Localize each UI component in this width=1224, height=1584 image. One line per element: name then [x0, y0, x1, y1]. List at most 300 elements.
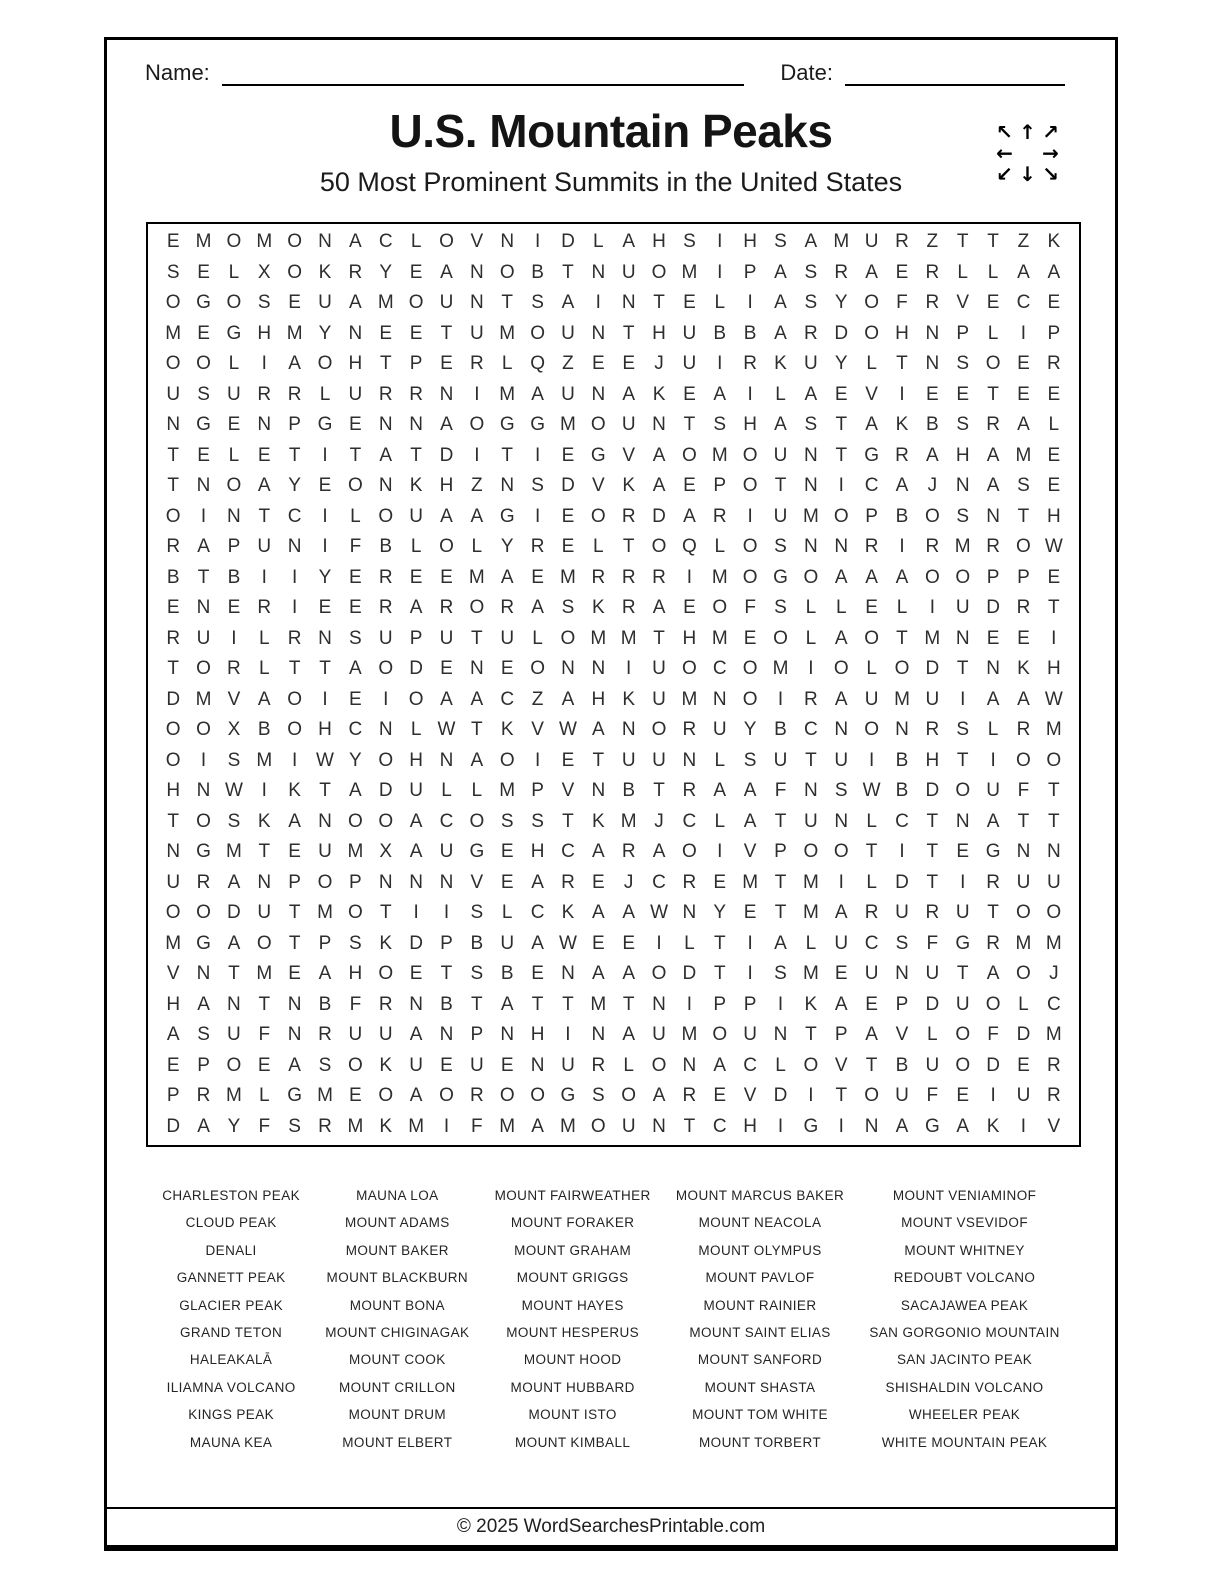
grid-letter-cell: I [747, 932, 753, 954]
grid-letter-cell: A [652, 841, 666, 863]
grid-letter-cell: A [804, 231, 818, 253]
grid-letter-cell: E [257, 444, 271, 466]
grid-letter-cell: E [1017, 353, 1030, 375]
grid-letter-cell: R [1016, 719, 1031, 741]
grid-letter-cell: U [561, 1054, 575, 1076]
grid-letter-cell: N [287, 1024, 302, 1046]
grid-letter-cell: B [379, 536, 393, 558]
grid-letter-cell: M [195, 231, 212, 253]
grid-letter-cell: U [621, 414, 636, 436]
grid-letter-cell: A [470, 688, 484, 710]
grid-letter-cell: N [318, 627, 332, 649]
grid-letter-cell: N [834, 536, 849, 558]
grid-letter-cell: I [200, 749, 207, 771]
grid-letter-cell: R [986, 932, 1000, 954]
grid-letter-cell: I [443, 1115, 450, 1137]
grid-letter-cell: R [925, 292, 940, 314]
grid-letter-cell: U [378, 627, 393, 649]
grid-letter-cell: R [682, 871, 697, 893]
grid-letter-cell: U [348, 1024, 363, 1046]
grid-letter-cell: C [712, 1115, 727, 1137]
grid-letter-cell: M [195, 688, 212, 710]
grid-letter-cell: T [926, 810, 939, 832]
word-list-item: MOUNT DRUM [348, 1407, 447, 1423]
grid-letter-cell: S [956, 353, 970, 375]
grid-letter-cell: K [591, 597, 605, 619]
grid-letter-cell: O [165, 505, 181, 527]
grid-letter-cell: H [1046, 505, 1061, 527]
grid-letter-cell: O [985, 353, 1001, 375]
grid-letter-cell: E [349, 414, 362, 436]
grid-letter-cell: Y [743, 719, 757, 741]
grid-letter-cell: B [895, 505, 909, 527]
grid-letter-cell: V [895, 1024, 909, 1046]
grid-letter-cell: Y [318, 566, 332, 588]
grid-letter-cell: L [319, 383, 331, 405]
grid-letter-cell: G [196, 932, 211, 954]
direction-arrow-glyph: ↗ [1042, 120, 1059, 144]
grid-letter-cell: V [470, 231, 484, 253]
grid-letter-cell: M [742, 871, 759, 893]
word-list-item: GRAND TETON [180, 1324, 283, 1340]
word-list-item: GANNETT PEAK [176, 1270, 286, 1286]
grid-letter-cell: T [1048, 597, 1060, 619]
grid-letter-cell: N [530, 1054, 545, 1076]
grid-letter-cell: T [410, 444, 422, 466]
grid-letter-cell: R [804, 688, 818, 710]
grid-letter-cell: M [681, 1024, 698, 1046]
grid-letter-cell: T [713, 932, 726, 954]
grid-letter-cell: H [743, 1115, 757, 1137]
grid-letter-cell: N [378, 719, 393, 741]
grid-letter-cell: O [347, 1054, 363, 1076]
word-list-column [495, 1182, 651, 1456]
grid-letter-cell: I [777, 688, 784, 710]
grid-letter-cell: A [257, 475, 271, 497]
grid-letter-cell: B [227, 566, 241, 588]
grid-letter-cell: A [774, 932, 787, 954]
word-list-item: MAUNA KEA [189, 1434, 273, 1450]
grid-letter-cell: L [228, 261, 240, 283]
grid-letter-cell: D [986, 597, 1000, 619]
grid-letter-cell: M [256, 749, 273, 771]
grid-letter-cell: M [924, 627, 941, 649]
word-list-item: SHISHALDIN VOLCANO [885, 1379, 1044, 1395]
grid-letter-cell: E [166, 597, 180, 619]
word-list-item: KINGS PEAK [188, 1407, 274, 1423]
grid-letter-cell: P [288, 871, 301, 893]
direction-arrow-glyph: ↘ [1042, 162, 1059, 186]
grid-letter-cell: I [686, 566, 693, 588]
grid-letter-cell: E [956, 383, 970, 405]
grid-letter-cell: N [561, 658, 575, 680]
grid-letter-cell: B [926, 414, 939, 436]
grid-letter-cell: K [652, 383, 666, 405]
grid-letter-cell: S [531, 292, 544, 314]
grid-letter-cell: D [925, 993, 940, 1015]
word-list-column [162, 1182, 300, 1456]
word-list-item: MOUNT BAKER [345, 1242, 449, 1258]
page-title: U.S. Mountain Peaks [389, 105, 833, 157]
grid-letter-cell: C [561, 841, 575, 863]
grid-letter-cell: P [470, 1024, 484, 1046]
grid-letter-cell: G [196, 414, 211, 436]
word-list-item: MOUNT CHIGINAGAK [325, 1324, 470, 1340]
grid-letter-cell: A [227, 932, 241, 954]
grid-letter-cell: M [347, 1115, 364, 1137]
grid-letter-cell: I [838, 475, 844, 497]
grid-letter-cell: N [895, 963, 909, 985]
grid-letter-cell: I [717, 261, 723, 283]
grid-letter-cell: N [196, 475, 211, 497]
grid-letter-cell: P [986, 566, 1000, 588]
grid-letter-cell: N [652, 1115, 666, 1137]
grid-letter-cell: T [774, 902, 787, 924]
grid-letter-cell: E [561, 536, 575, 558]
grid-letter-cell: R [530, 536, 545, 558]
grid-letter-cell: T [197, 566, 210, 588]
grid-letter-cell: M [802, 902, 819, 924]
grid-letter-cell: S [349, 627, 362, 649]
grid-letter-cell: A [197, 536, 210, 558]
grid-letter-cell: S [561, 597, 575, 619]
grid-letter-cell: A [440, 688, 453, 710]
grid-letter-cell: K [409, 475, 423, 497]
name-label: Name: [145, 60, 210, 85]
grid-letter-cell: Y [713, 902, 727, 924]
grid-letter-cell: A [652, 444, 666, 466]
grid-letter-cell: U [925, 963, 940, 985]
grid-letter-cell: A [1017, 688, 1030, 710]
grid-letter-cell: G [924, 1115, 940, 1137]
grid-letter-cell: I [565, 1024, 571, 1046]
grid-letter-cell: O [955, 566, 971, 588]
grid-letter-cell: O [347, 810, 363, 832]
grid-letter-cell: T [319, 780, 331, 802]
grid-letter-cell: R [834, 261, 849, 283]
grid-letter-cell: C [743, 1054, 757, 1076]
grid-letter-cell: O [439, 1085, 454, 1107]
grid-letter-cell: M [499, 322, 516, 344]
grid-letter-cell: W [316, 749, 334, 771]
grid-letter-cell: O [499, 749, 515, 771]
grid-letter-cell: L [441, 780, 452, 802]
name-input-line[interactable] [222, 58, 745, 86]
grid-letter-cell: R [196, 871, 211, 893]
grid-letter-cell: H [743, 231, 757, 253]
grid-letter-cell: O [317, 353, 333, 375]
grid-letter-cell: G [469, 841, 485, 863]
grid-letter-cell: N [804, 475, 818, 497]
grid-letter-cell: C [530, 902, 545, 924]
grid-letter-cell: P [865, 505, 878, 527]
grid-letter-cell: S [166, 261, 180, 283]
grid-letter-cell: T [471, 993, 483, 1015]
grid-letter-cell: R [378, 597, 393, 619]
grid-letter-cell: L [775, 1054, 786, 1076]
grid-letter-cell: G [196, 292, 211, 314]
grid-letter-cell: T [956, 963, 969, 985]
grid-letter-cell: E [895, 261, 909, 283]
grid-letter-cell: O [590, 505, 606, 527]
grid-letter-cell: M [711, 566, 728, 588]
grid-letter-cell: G [317, 414, 333, 436]
grid-letter-cell: E [166, 1054, 180, 1076]
grid-letter-cell: E [349, 597, 362, 619]
grid-letter-cell: N [955, 627, 970, 649]
grid-letter-cell: A [986, 475, 1000, 497]
grid-letter-cell: O [196, 810, 211, 832]
grid-letter-cell: K [288, 780, 301, 802]
grid-letter-cell: I [292, 749, 298, 771]
grid-letter-cell: U [409, 505, 423, 527]
grid-letter-cell: A [591, 902, 605, 924]
grid-letter-cell: O [803, 841, 819, 863]
grid-letter-cell: O [165, 353, 181, 375]
grid-letter-cell: M [347, 841, 364, 863]
grid-letter-cell: O [196, 719, 211, 741]
date-input-line[interactable] [845, 58, 1065, 86]
grid-letter-cell: I [261, 780, 267, 802]
word-list-item: MOUNT TOM WHITE [692, 1407, 828, 1423]
grid-letter-cell: M [256, 231, 273, 253]
grid-letter-cell: T [319, 658, 331, 680]
grid-letter-cell: O [165, 749, 181, 771]
grid-letter-cell: I [534, 505, 541, 527]
word-list-item: MOUNT NEACOLA [698, 1215, 822, 1231]
all-directions-arrows-icon [993, 122, 1062, 185]
grid-letter-cell: X [257, 261, 271, 283]
word-list-item: MOUNT CRILLON [338, 1379, 456, 1395]
grid-letter-cell: L [501, 353, 513, 375]
grid-letter-cell: O [803, 1054, 819, 1076]
grid-letter-cell: T [258, 841, 271, 863]
grid-letter-cell: F [349, 993, 362, 1015]
grid-letter-cell: G [803, 1115, 819, 1137]
grid-letter-cell: U [864, 688, 879, 710]
grid-letter-cell: M [590, 627, 607, 649]
grid-letter-cell: I [1051, 627, 1057, 649]
word-list [137, 1182, 1085, 1456]
name-date-row [145, 58, 1065, 86]
copyright-text: © 2025 WordSearchesPrintable.com [456, 1516, 766, 1537]
grid-letter-cell: N [439, 383, 454, 405]
grid-letter-cell: C [287, 505, 302, 527]
grid-letter-cell: R [227, 658, 241, 680]
grid-letter-cell: V [743, 841, 757, 863]
letter-grid [146, 222, 1081, 1147]
grid-letter-cell: A [531, 597, 544, 619]
grid-letter-cell: T [865, 841, 878, 863]
word-list-column [676, 1182, 844, 1456]
grid-letter-cell: A [318, 963, 332, 985]
grid-letter-cell: N [712, 688, 727, 710]
grid-letter-cell: A [531, 383, 544, 405]
grid-letter-cell: T [288, 902, 301, 924]
grid-letter-cell: N [652, 993, 666, 1015]
grid-letter-cell: P [743, 993, 757, 1015]
grid-letter-cell: Q [530, 353, 545, 375]
grid-letter-cell: Z [531, 688, 544, 710]
grid-letter-cell: E [986, 627, 1000, 649]
grid-letter-cell: A [440, 505, 453, 527]
grid-letter-cell: M [711, 627, 728, 649]
word-list-item: MOUNT KIMBALL [515, 1434, 631, 1450]
grid-letter-cell: D [561, 231, 575, 253]
grid-letter-cell: O [742, 658, 758, 680]
grid-letter-cell: F [744, 597, 756, 619]
grid-letter-cell: R [469, 1085, 484, 1107]
grid-letter-cell: B [622, 780, 636, 802]
grid-letter-cell: T [683, 1115, 696, 1137]
grid-letter-cell: U [196, 627, 211, 649]
grid-letter-cell: O [651, 719, 667, 741]
grid-letter-cell: O [985, 993, 1001, 1015]
grid-letter-cell: E [1047, 444, 1061, 466]
grid-letter-cell: Z [471, 475, 483, 497]
grid-letter-cell: R [682, 1085, 697, 1107]
grid-letter-cell: D [1016, 1024, 1031, 1046]
grid-letter-cell: O [408, 292, 424, 314]
grid-letter-cell: E [591, 353, 605, 375]
grid-letter-cell: F [349, 536, 362, 558]
grid-letter-cell: P [349, 871, 362, 893]
grid-letter-cell: E [197, 261, 210, 283]
grid-letter-cell: T [228, 963, 240, 985]
grid-letter-cell: D [409, 658, 423, 680]
grid-letter-cell: G [955, 932, 971, 954]
grid-letter-cell: A [531, 1115, 544, 1137]
grid-letter-cell: T [774, 475, 787, 497]
grid-letter-cell: O [196, 353, 211, 375]
grid-letter-cell: U [955, 597, 970, 619]
grid-letter-cell: M [317, 902, 333, 924]
grid-letter-cell: M [499, 1115, 516, 1137]
grid-letter-cell: A [409, 841, 423, 863]
grid-letter-cell: N [469, 658, 484, 680]
grid-letter-cell: E [713, 871, 727, 893]
grid-letter-cell: H [925, 749, 940, 771]
grid-letter-cell: Y [349, 749, 362, 771]
grid-letter-cell: A [774, 261, 787, 283]
grid-letter-cell: P [1017, 566, 1030, 588]
grid-letter-cell: L [471, 536, 483, 558]
grid-letter-cell: N [166, 414, 181, 436]
word-list-item: MOUNT MARCUS BAKER [675, 1188, 845, 1203]
grid-letter-cell: R [925, 719, 940, 741]
grid-letter-cell: N [378, 475, 393, 497]
grid-letter-cell: H [166, 780, 181, 802]
grid-letter-cell: N [591, 780, 606, 802]
grid-letter-cell: O [864, 719, 879, 741]
grid-letter-cell: A [804, 383, 818, 405]
grid-letter-cell: S [834, 780, 848, 802]
grid-letter-cell: S [227, 749, 241, 771]
grid-letter-cell: F [471, 1115, 483, 1137]
grid-letter-cell: R [895, 231, 909, 253]
grid-letter-cell: E [683, 383, 696, 405]
grid-letter-cell: E [349, 1085, 362, 1107]
grid-letter-cell: O [682, 444, 697, 466]
grid-letter-cell: T [562, 810, 574, 832]
grid-letter-cell: R [500, 597, 515, 619]
grid-letter-cell: X [379, 841, 393, 863]
grid-letter-cell: I [322, 444, 328, 466]
direction-arrow-glyph: ↖ [996, 120, 1013, 144]
grid-letter-cell: M [165, 932, 182, 954]
grid-letter-cell: I [899, 841, 905, 863]
grid-letter-cell: P [318, 932, 332, 954]
grid-letter-cell: E [349, 566, 362, 588]
grid-letter-cell: K [895, 414, 909, 436]
grid-letter-cell: N [196, 963, 211, 985]
grid-letter-cell: T [622, 993, 635, 1015]
grid-letter-cell: M [1045, 932, 1062, 954]
grid-letter-cell: F [896, 292, 908, 314]
grid-letter-cell: E [1017, 627, 1030, 649]
grid-letter-cell: L [684, 932, 695, 954]
grid-letter-cell: A [257, 688, 271, 710]
grid-letter-cell: H [530, 841, 545, 863]
grid-letter-cell: U [348, 383, 363, 405]
word-list-item: MOUNT VENIAMINOF [892, 1188, 1037, 1203]
grid-letter-cell: T [896, 353, 908, 375]
grid-letter-cell: H [652, 322, 666, 344]
grid-letter-cell: A [865, 1024, 878, 1046]
grid-letter-cell: L [896, 597, 908, 619]
grid-letter-cell: U [1046, 871, 1061, 893]
grid-letter-cell: T [501, 444, 514, 466]
grid-letter-cell: B [318, 993, 332, 1015]
grid-letter-cell: C [439, 810, 454, 832]
grid-letter-cell: I [322, 688, 328, 710]
grid-letter-cell: E [500, 871, 514, 893]
grid-letter-cell: E [561, 505, 575, 527]
grid-letter-cell: T [471, 719, 483, 741]
grid-letter-cell: U [743, 1024, 757, 1046]
grid-letter-cell: E [500, 1054, 514, 1076]
grid-letter-cell: J [927, 475, 938, 497]
grid-letter-cell: U [986, 780, 1000, 802]
grid-letter-cell: U [925, 688, 940, 710]
grid-letter-cell: N [682, 902, 697, 924]
word-list-item: MOUNT RAINIER [703, 1297, 817, 1313]
grid-letter-cell: A [743, 780, 757, 802]
grid-letter-cell: O [256, 932, 272, 954]
grid-letter-cell: B [470, 932, 484, 954]
direction-arrow-glyph: ← [996, 141, 1013, 165]
grid-letter-cell: E [683, 475, 696, 497]
grid-letter-cell: O [955, 780, 971, 802]
grid-letter-cell: C [348, 719, 363, 741]
grid-letter-cell: P [956, 322, 970, 344]
grid-letter-cell: V [166, 963, 180, 985]
grid-letter-cell: R [257, 383, 272, 405]
grid-letter-cell: S [257, 292, 271, 314]
direction-arrow-spacer [1016, 143, 1039, 164]
word-list-item: MOUNT COOK [348, 1352, 446, 1368]
grid-letter-cell: G [773, 566, 788, 588]
grid-letter-cell: G [590, 444, 606, 466]
grid-letter-cell: R [712, 505, 727, 527]
grid-letter-cell: O [499, 261, 515, 283]
grid-letter-cell: E [440, 566, 453, 588]
grid-letter-cell: U [925, 1054, 940, 1076]
grid-letter-cell: V [1047, 1115, 1061, 1137]
grid-letter-cell: K [318, 261, 332, 283]
grid-letter-cell: R [864, 536, 879, 558]
grid-letter-cell: A [622, 1024, 636, 1046]
